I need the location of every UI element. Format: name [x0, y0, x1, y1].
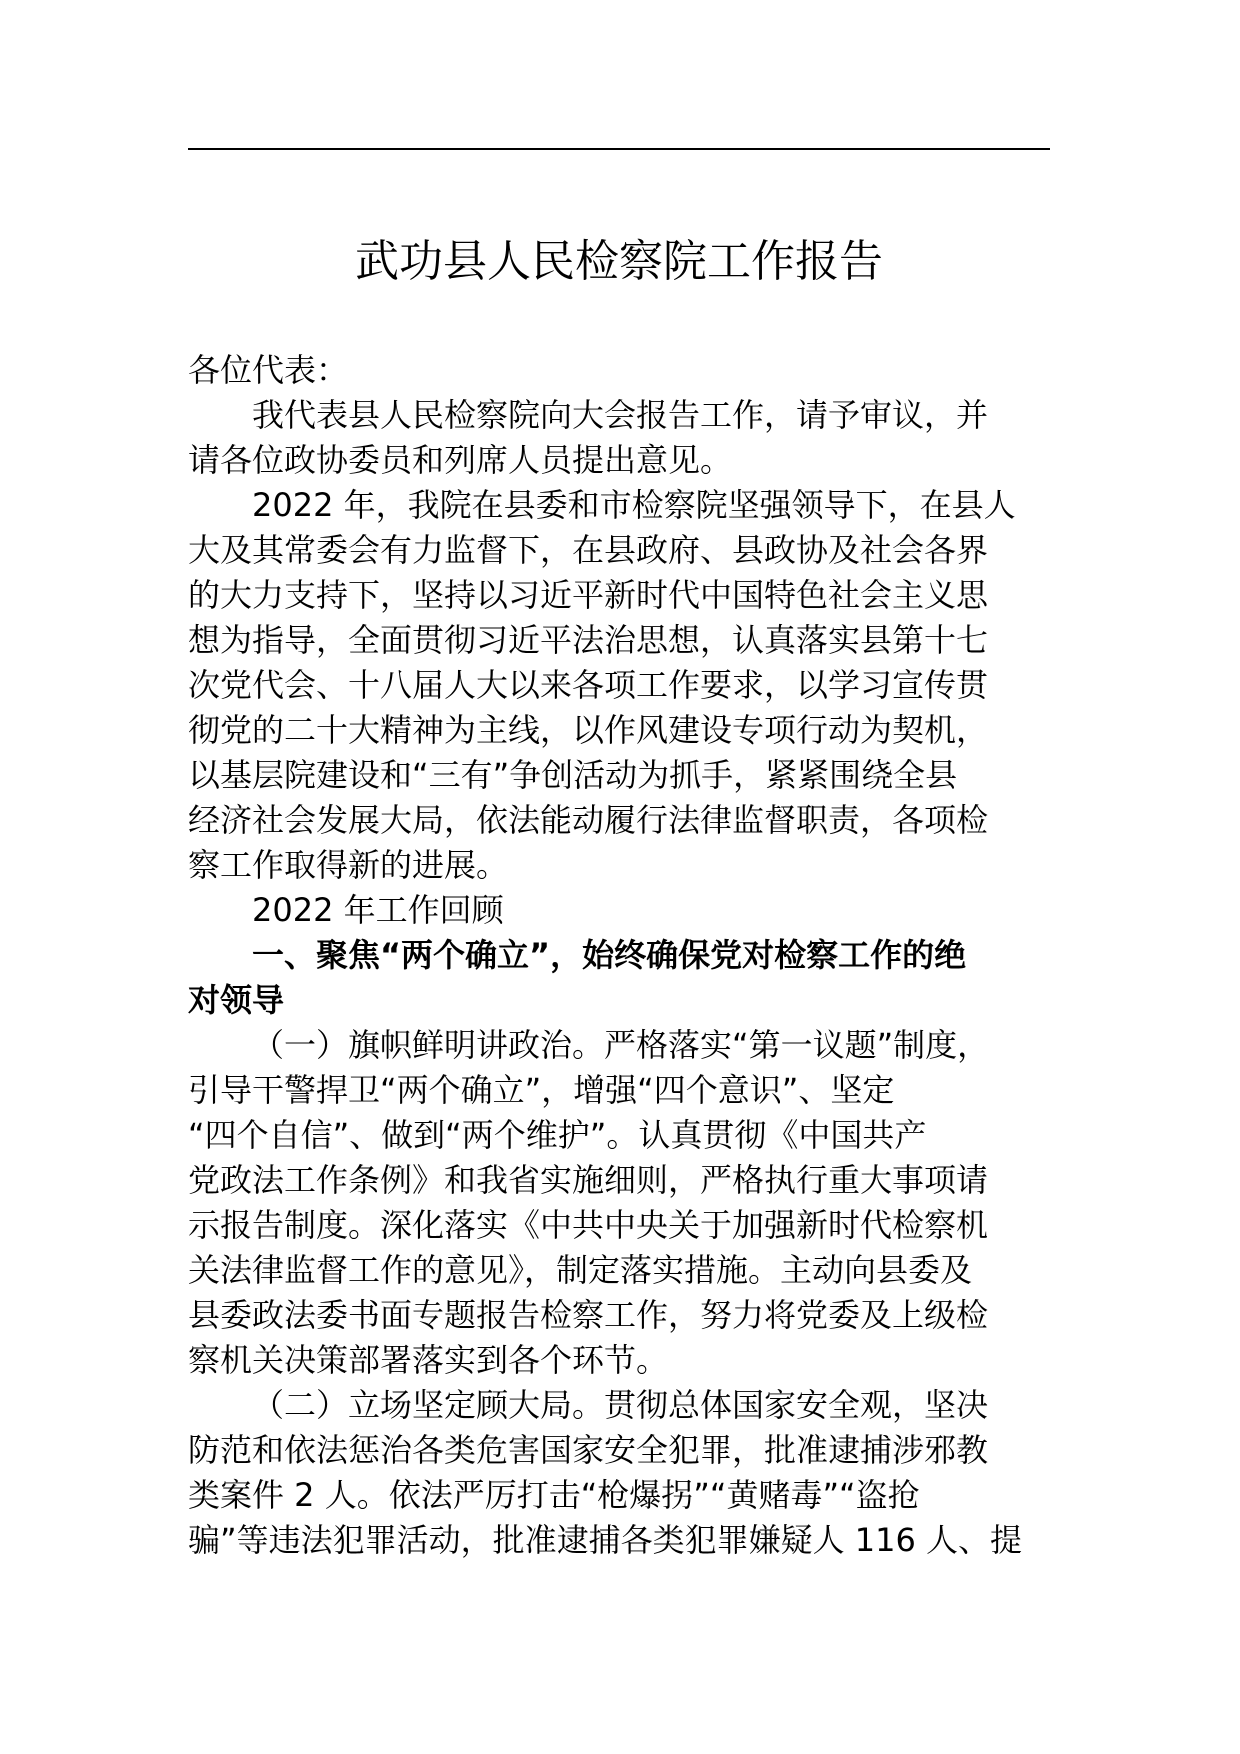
text-line: 我代表县人民检察院向大会报告工作，请予审议，并 [252, 396, 989, 434]
text-line: 示报告制度。深化落实《中共中央关于加强新时代检察机 [188, 1206, 989, 1244]
text-line: 骗”等违法犯罪活动，批准逮捕各类犯罪嫌疑人 116 人、提 [188, 1521, 1023, 1559]
header-rule [188, 148, 1050, 150]
text-line: 大及其常委会有力监督下，在县政府、县政协及社会各界 [188, 531, 989, 569]
text-line: 察工作取得新的进展。 [188, 846, 509, 884]
text-line: 类案件 2 人。依法严厉打击“枪爆拐”“黄赌毒”“盗抢 [188, 1476, 920, 1514]
document-title: 武功县人民检察院工作报告 [355, 236, 883, 287]
text-line: 的大力支持下，坚持以习近平新时代中国特色社会主义思 [188, 576, 989, 614]
text-line: 以基层院建设和“三有”争创活动为抓手，紧紧围绕全县 [188, 756, 958, 794]
text-line: （二）立场坚定顾大局。贯彻总体国家安全观，坚决 [252, 1386, 989, 1424]
text-line: 党政法工作条例》和我省实施细则，严格执行重大事项请 [188, 1161, 989, 1199]
text-line: 2022 年，我院在县委和市检察院坚强领导下，在县人 [252, 486, 1016, 524]
text-line: 次党代会、十八届人大以来各项工作要求，以学习宣传贯 [188, 666, 989, 704]
text-line: （一）旗帜鲜明讲政治。严格落实“第一议题”制度， [252, 1026, 990, 1064]
text-line: 关法律监督工作的意见》，制定落实措施。主动向县委及 [188, 1251, 973, 1289]
text-line: 县委政法委书面专题报告检察工作，努力将党委及上级检 [188, 1296, 989, 1334]
text-line: 请各位政协委员和列席人员提出意见。 [188, 441, 733, 479]
text-line: 察机关决策部署落实到各个环节。 [188, 1341, 669, 1379]
text-line: 想为指导，全面贯彻习近平法治思想，认真落实县第十七 [188, 621, 989, 659]
text-line: 引导干警捍卫“两个确立”，增强“四个意识”、坚定 [188, 1071, 895, 1109]
text-line: 经济社会发展大局，依法能动履行法律监督职责，各项检 [188, 801, 989, 839]
text-line: 对领导 [188, 981, 285, 1019]
text-line: 2022 年工作回顾 [252, 891, 504, 929]
document-body [188, 348, 1068, 1563]
text-line: 一、聚焦“两个确立”，始终确保党对检察工作的绝 [252, 936, 967, 974]
text-line: 各位代表： [188, 351, 349, 389]
text-line: “四个自信”、做到“两个维护”。认真贯彻《中国共产 [188, 1116, 927, 1154]
text-line: 彻党的二十大精神为主线，以作风建设专项行动为契机， [188, 711, 989, 749]
text-line: 防范和依法惩治各类危害国家安全犯罪，批准逮捕涉邪教 [188, 1431, 989, 1469]
